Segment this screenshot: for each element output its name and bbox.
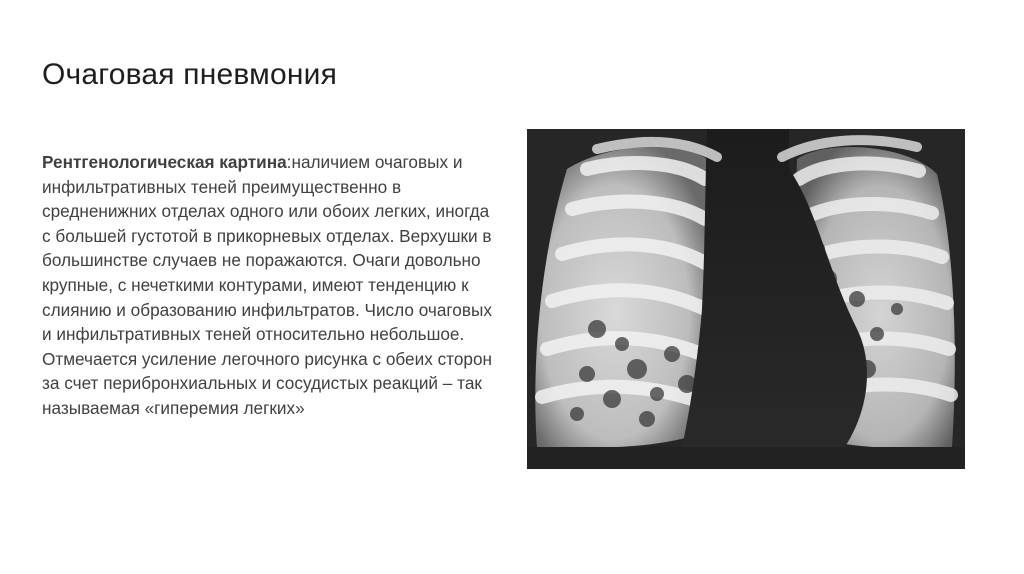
- body-description: :наличием очаговых и инфильтративных теней преимущественно в средненижних отделах одного или обоих легких, иногда с большей густотой в прикорневых отделах. Верхушки в большинстве случаев не поражаются. Очаги довольно крупные, с нечеткими контурами, имеют тенденцию к слиянию и образованию инфильтратов. Число очаговых и инфильтративных теней относительно небольшое. Отмечается усиление легочного рисунка с обеих сторон за счет перибронхиальных и сосудистых реакций – так называемая «гиперемия легких»: [42, 152, 493, 418]
- slide-title: Очаговая пневмония: [42, 58, 338, 91]
- body-text: [42, 150, 502, 421]
- body-lead: Рентгенологическая картина: [42, 152, 287, 172]
- chest-xray-image: [527, 129, 965, 469]
